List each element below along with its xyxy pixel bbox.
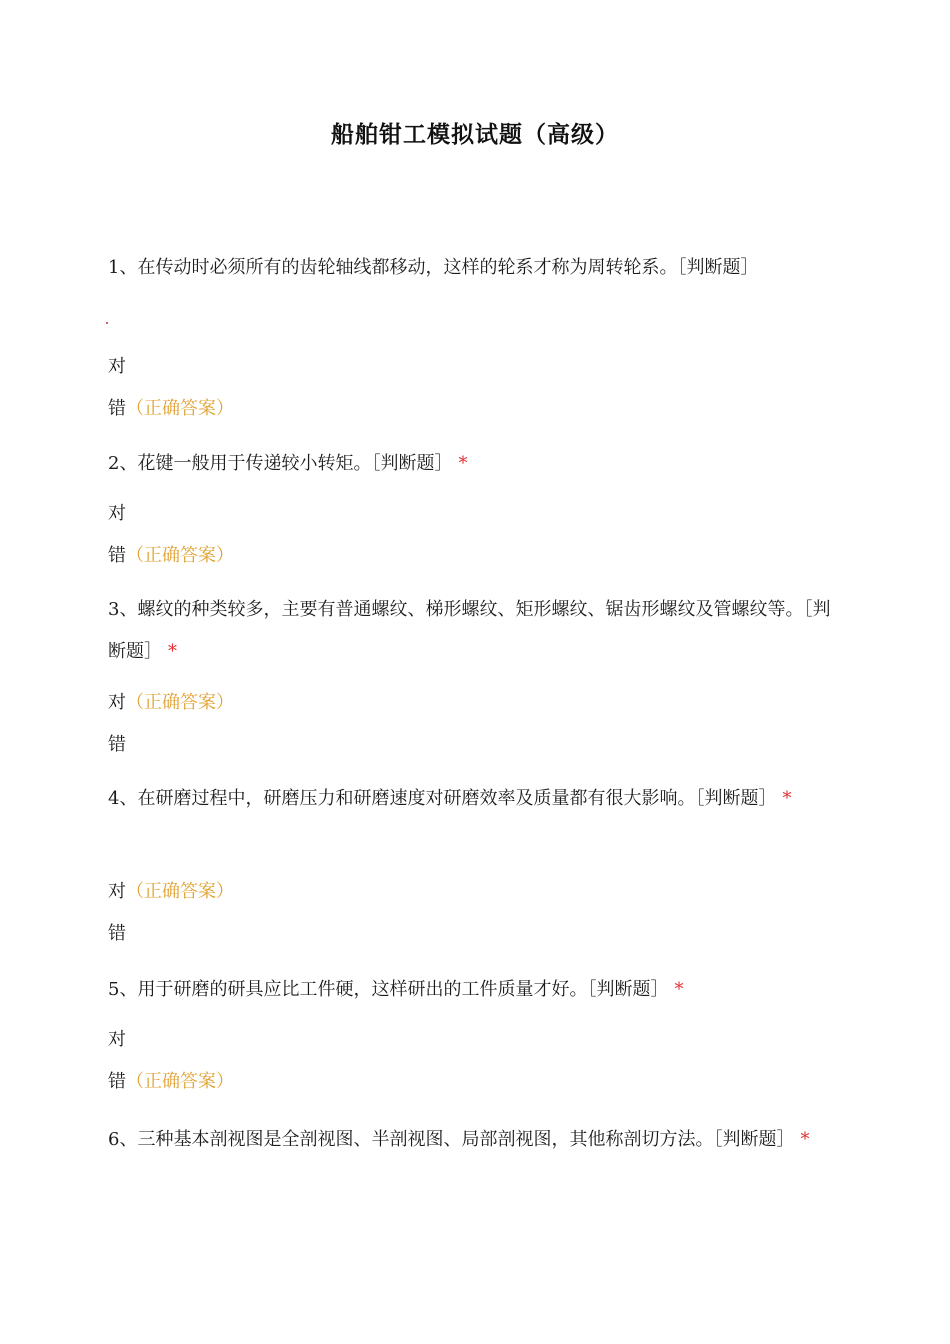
- required-mark: *: [800, 1129, 810, 1150]
- option-label: 错: [108, 398, 126, 419]
- question-2-option-2[interactable]: [108, 544, 234, 568]
- question-4-option-2[interactable]: [108, 922, 126, 946]
- correct-answer-tag: （正确答案）: [126, 881, 234, 902]
- question-4: [108, 778, 832, 820]
- question-text: 4、在研磨过程中，研磨压力和研磨速度对研磨效率及质量都有很大影响。［判断题］: [108, 788, 777, 809]
- option-label: 对: [108, 692, 126, 713]
- question-text: 6、三种基本剖视图是全剖视图、半剖视图、局部剖视图，其他称剖切方法。［判断题］: [108, 1129, 795, 1150]
- option-label: 对: [108, 503, 126, 524]
- option-label: 错: [108, 923, 126, 944]
- question-2-option-1[interactable]: [108, 502, 126, 526]
- required-mark: *: [168, 641, 177, 662]
- question-text: 2、花键一般用于传递较小转矩。［判断题］: [108, 453, 453, 474]
- required-mark: *: [782, 788, 792, 809]
- option-label: 对: [108, 1029, 126, 1050]
- option-label: 错: [108, 545, 126, 566]
- correct-answer-tag: （正确答案）: [126, 398, 234, 419]
- question-6: [108, 1119, 832, 1161]
- correct-answer-tag: （正确答案）: [126, 692, 234, 713]
- option-label: 对: [108, 356, 126, 377]
- question-5: [108, 978, 832, 1001]
- question-1-option-1[interactable]: [108, 355, 126, 379]
- required-mark: *: [674, 979, 684, 1000]
- option-label: 错: [108, 1071, 126, 1092]
- question-2: [108, 452, 832, 475]
- question-3-option-1[interactable]: [108, 691, 234, 715]
- question-3-option-2[interactable]: [108, 733, 126, 757]
- question-text: 5、用于研磨的研具应比工件硬，这样研出的工件质量才好。［判断题］: [108, 979, 669, 1000]
- question-4-option-1[interactable]: [108, 880, 234, 904]
- marker-dot: [106, 322, 108, 324]
- option-label: 对: [108, 881, 126, 902]
- question-text: 3、螺纹的种类较多，主要有普通螺纹、梯形螺纹、矩形螺纹、锯齿形螺纹及管螺纹等。［判断题］: [108, 599, 831, 662]
- correct-answer-tag: （正确答案）: [126, 545, 234, 566]
- option-label: 错: [108, 734, 126, 755]
- question-5-option-1[interactable]: [108, 1028, 126, 1052]
- question-1: [108, 256, 832, 279]
- question-text: 1、在传动时必须所有的齿轮轴线都移动，这样的轮系才称为周转轮系。［判断题］: [108, 257, 759, 278]
- question-1-option-2[interactable]: [108, 397, 234, 421]
- question-3: [108, 589, 832, 673]
- correct-answer-tag: （正确答案）: [126, 1071, 234, 1092]
- page-title: 船舶钳工模拟试题（高级）: [331, 122, 619, 148]
- question-5-option-2[interactable]: [108, 1070, 234, 1094]
- required-mark: *: [458, 453, 468, 474]
